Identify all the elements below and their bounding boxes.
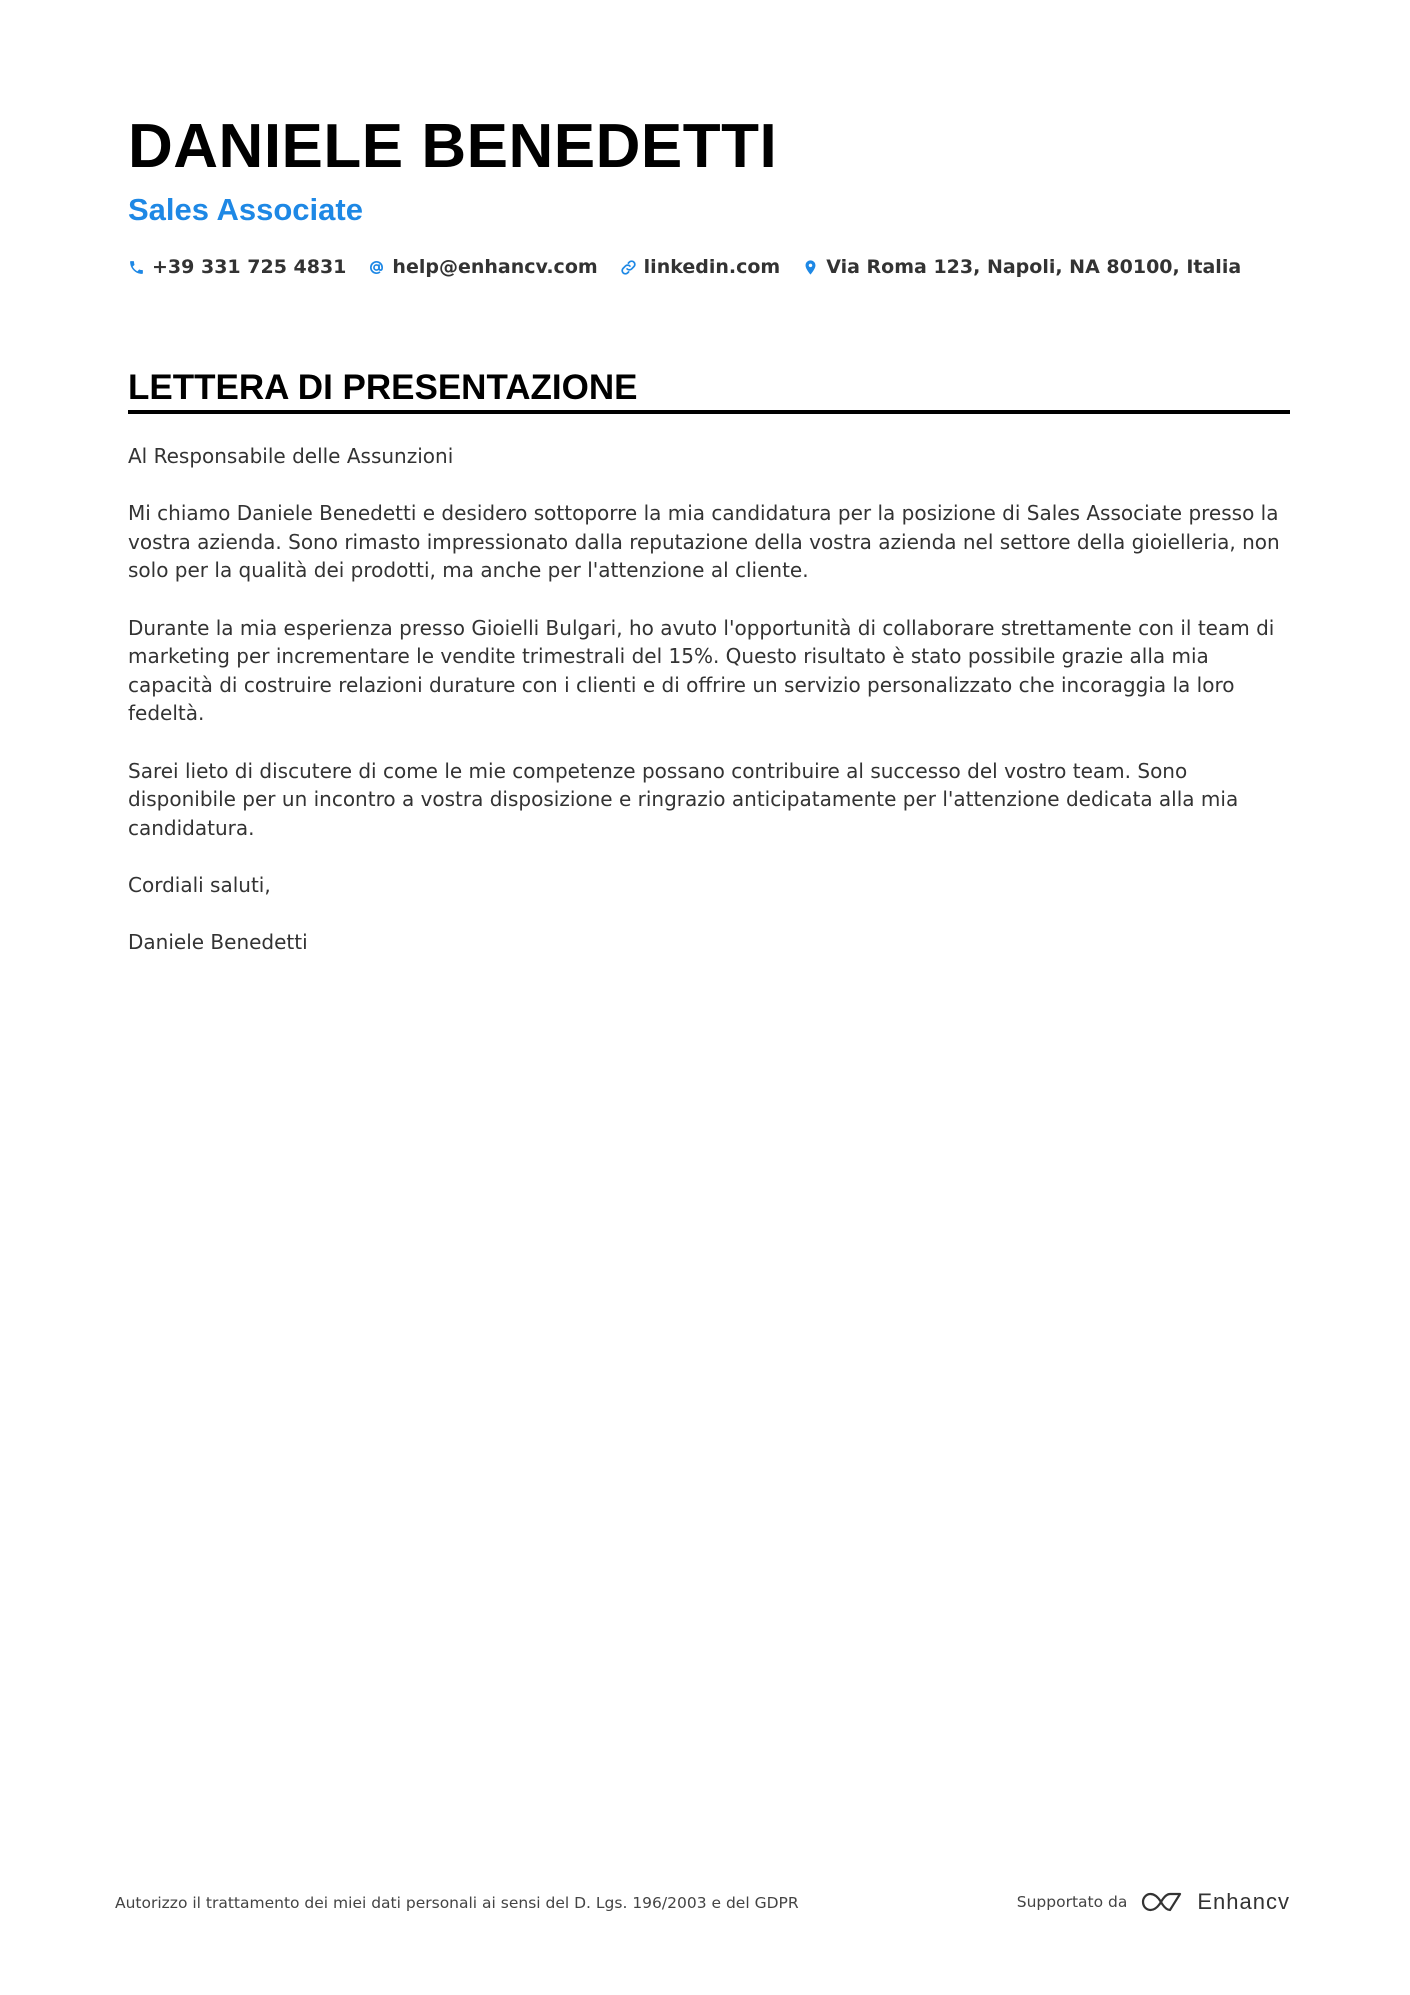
letter-body [128, 442, 1293, 985]
linkedin-url: linkedin.com [643, 256, 781, 278]
letter-signature: Daniele Benedetti [128, 930, 308, 955]
section-title: LETTERA DI PRESENTAZIONE [128, 368, 638, 407]
contact-linkedin[interactable] [620, 256, 781, 278]
privacy-consent-note: Autorizzo il trattamento dei miei dati personali ai sensi del D. Lgs. 196/2003 e del GDPR [115, 1894, 799, 1912]
enhancv-logo-icon [1139, 1889, 1185, 1915]
letter-paragraph: Mi chiamo Daniele Benedetti e desidero sottoporre la mia candidatura per la posizione di Sales Associate presso la vostra azienda. Sono rimasto impressionato dalla reputazione della vostra azienda nel settore della gioielleria, non solo per la qualità dei prodotti, ma anche per l'attenzione al cliente. [128, 501, 1280, 583]
contact-email[interactable] [368, 256, 597, 278]
link-icon [620, 259, 637, 276]
brand-name: Enhancv [1197, 1889, 1290, 1914]
letter-salutation: Al Responsabile delle Assunzioni [128, 444, 454, 468]
email-address: help@enhancv.com [392, 256, 598, 278]
section-divider [128, 410, 1290, 414]
postal-address: Via Roma 123, Napoli, NA 80100, Italia [826, 256, 1242, 278]
powered-by-badge[interactable] [1017, 1884, 1290, 1920]
contact-phone[interactable] [128, 256, 346, 278]
powered-by-label: Supportato da [1016, 1893, 1128, 1911]
contact-bar [128, 252, 1241, 282]
location-pin-icon [802, 259, 819, 276]
candidate-name: DANIELE BENEDETTI [128, 112, 778, 181]
at-icon [368, 259, 385, 276]
phone-icon [128, 259, 145, 276]
letter-closing: Cordiali saluti, [128, 872, 271, 897]
contact-address [802, 256, 1241, 278]
letter-paragraph: Durante la mia esperienza presso Gioielli Bulgari, ho avuto l'opportunità di collaborare strettamente con il team di marketing per incrementare le vendite trimestrali del 15%. Questo risultato è stato possibile grazie alla mia capacità di costruire relazioni durature con i clienti e di offrire un servizio personalizzato che incoraggia la loro fedeltà. [128, 615, 1275, 726]
phone-number: +39 331 725 4831 [152, 256, 347, 278]
job-title: Sales Associate [128, 192, 363, 227]
letter-paragraph: Sarei lieto di discutere di come le mie competenze possano contribuire al successo del vostro team. Sono disponibile per un incontro a vostra disposizione e ringrazio anticipatamente per l'attenzione dedicata alla mia candidatura. [128, 758, 1239, 840]
